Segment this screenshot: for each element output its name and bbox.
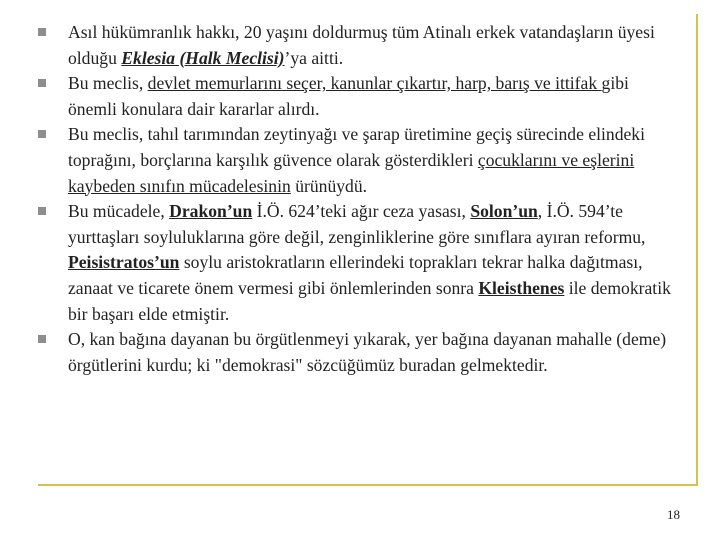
- bullet-1-text-b: ’ya aitti.: [284, 47, 344, 68]
- bullet-4-text-b: İ.Ö. 624’teki ağır ceza yasası,: [252, 201, 471, 222]
- bullet-4-text-c: , İ.Ö. 594’te yurttaşları soyluluklarına göre değil, zenginliklerine göre sınıflara ayıran reformu,: [68, 201, 646, 247]
- slide-frame-vertical-line: [696, 14, 698, 484]
- bullet-4-name-kleisthenes: Kleisthenes: [478, 277, 565, 298]
- slide-frame-horizontal-line: [38, 484, 698, 486]
- bullet-4-text-a: Bu mücadele,: [68, 201, 170, 222]
- bullet-2-underlined-duties: devlet memurlarını seçer, kanunlar çıkartır, harp, barış ve ittifak: [147, 73, 602, 94]
- slide-content: [38, 20, 678, 378]
- square-bullet-icon: [38, 79, 46, 87]
- bullet-1-term-eklesia: Eklesia (Halk Meclisi): [121, 47, 285, 68]
- bullet-1-text-a: Asıl hükümranlık hakkı, 20 yaşını doldurmuş tüm Atinalı erkek vatandaşların üyesi olduğu: [68, 22, 655, 68]
- bullet-item-1: [38, 20, 678, 71]
- square-bullet-icon: [38, 130, 46, 138]
- bullet-2-text-a: Bu meclis,: [68, 73, 148, 94]
- bullet-item-2: [38, 71, 678, 122]
- bullet-3-text-a: Bu meclis, tahıl tarımından zeytinyağı ve şarap üretimine geçiş sürecinde elindeki toprağını, borçlarına karşılık güvence olarak gösterdikleri: [68, 124, 645, 170]
- bullet-4-text-d: soylu aristokratların ellerindeki toprakları tekrar halka dağıtması, zanaat ve ticarete önem vermesi gibi önlemlerinden sonra: [68, 252, 643, 298]
- bullet-3-underlined-class: çocuklarını ve eşlerini kaybeden sınıfın mücadelesinin: [68, 149, 635, 196]
- square-bullet-icon: [38, 207, 46, 215]
- bullet-item-4: [38, 199, 678, 327]
- bullet-item-3: [38, 122, 678, 199]
- bullet-4-name-solon: Solon’un: [470, 201, 538, 222]
- bullet-5-text: O, kan bağına dayanan bu örgütlenmeyi yıkarak, yer bağına dayanan mahalle (deme) örgütlerini kurdu; ki "demokrasi" sözcüğümüz buradan gelmektedir.: [68, 329, 667, 375]
- square-bullet-icon: [38, 335, 46, 343]
- bullet-4-name-drakon: Drakon’un: [169, 201, 253, 222]
- bullet-item-5: [38, 327, 678, 378]
- bullet-2-text-b: gibi önemli konulara dair kararlar alırdı.: [68, 73, 629, 119]
- square-bullet-icon: [38, 28, 46, 36]
- bullet-4-name-peisistratos: Peisistratos’un: [68, 252, 180, 273]
- page-number: 18: [667, 507, 680, 522]
- bullet-3-text-b: ürünüydü.: [290, 175, 368, 196]
- bullet-4-text-e: ile demokratik bir başarı elde etmiştir.: [68, 277, 671, 324]
